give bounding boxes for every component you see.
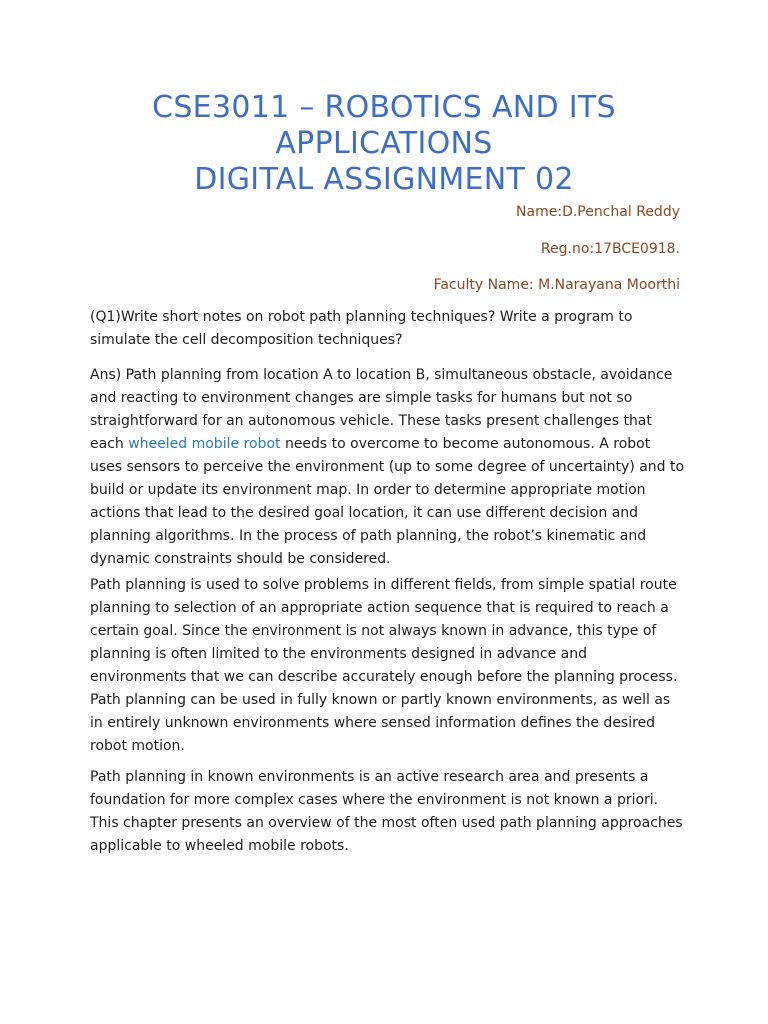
title-line-applications: APPLICATIONS (275, 126, 493, 161)
wheeled-mobile-robot-link[interactable]: wheeled mobile robot (128, 436, 281, 452)
paragraph-path-planning-fields: Path planning is used to solve problems in different fields, from simple spatial route planning to selection of an appropriate action sequence that is required to reach a certain goal. Since the environment is not always known in advance, this type of planning is often limited to the environments designed in advance and environments that we can describe accurately enough before the planning process. Path planning can be used in fully known or partly known environments, as well as in entirely unknown environments where sensed information defines the desired robot motion. (90, 577, 678, 754)
paragraph-known-environments: Path planning in known environments is an active research area and presents a foundation for more complex cases where the environment is not known a priori. This chapter presents an overview of the most often used path planning approaches applicable to wheeled mobile robots. (90, 769, 683, 854)
faculty-name: Faculty Name: M.Narayana Moorthi (433, 277, 680, 293)
registration-number: Reg.no:17BCE0918. (540, 241, 680, 257)
student-name: Name:D.Penchal Reddy (516, 204, 680, 220)
answer-text-end: needs to overcome to become autonomous. A robot uses sensors to perceive the environment (up to some degree of uncertainty) and to build or update its environment map. In order to determine appropriate motion actions that lead to the desired goal location, it can use different decision and planning algorithms. In the process of path planning, the robot’s kinematic and dynamic constraints should be considered. (90, 436, 685, 567)
title-line-assignment: DIGITAL ASSIGNMENT 02 (194, 162, 574, 197)
document-title (0, 90, 768, 198)
answer-text-start: Ans) Path planning from location A to location B, simultaneous obstacle, avoidance and reacting to environment changes are simple tasks for humans but not so straightforward for an autonomous vehicle. These tasks present challenges that each (90, 367, 673, 452)
title-line-course: CSE3011 – ROBOTICS AND ITS (152, 90, 616, 125)
question-text: (Q1)Write short notes on robot path planning techniques? Write a program to simulate the cell decomposition techniques? (90, 309, 633, 348)
answer-paragraph (90, 364, 685, 571)
